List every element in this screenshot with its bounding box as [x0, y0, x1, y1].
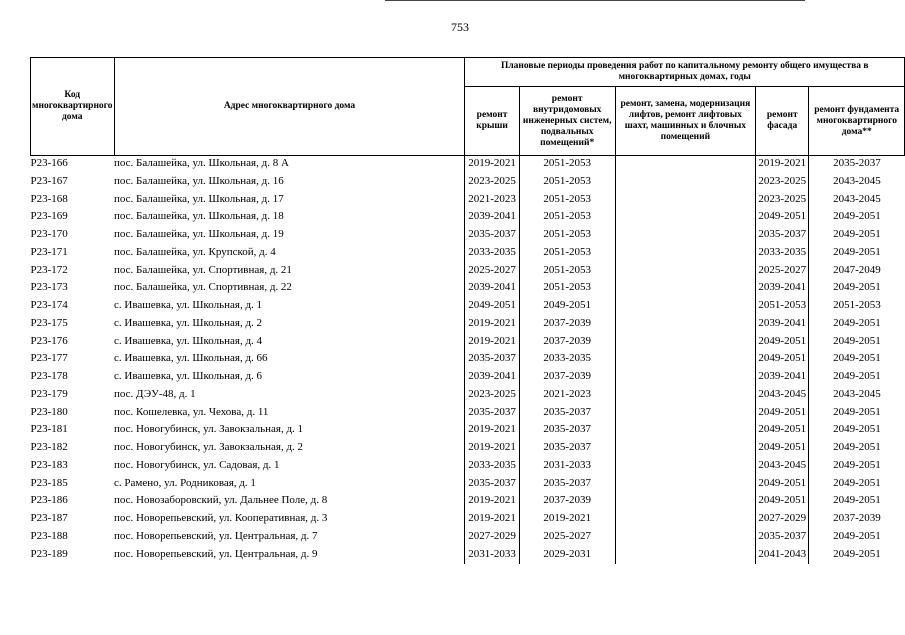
row-facade: 2023-2025: [756, 192, 809, 210]
table-header: [31, 58, 905, 156]
row-code: Р23-166: [30, 157, 68, 169]
row-address: с. Ивашевка, ул. Школьная, д. 6: [114, 369, 465, 387]
row-address: пос. Балашейка, ул. Школьная, д. 16: [114, 174, 465, 192]
row-systems: 2037-2039: [519, 316, 615, 334]
row-roof: 2023-2025: [465, 174, 519, 192]
row-lifts: [615, 369, 755, 387]
row-foundation: 2049-2051: [833, 352, 881, 365]
row-systems: 2037-2039: [519, 369, 615, 387]
row-systems: 2037-2039: [519, 334, 615, 352]
row-foundation: 2043-2045: [833, 192, 881, 205]
row-systems: 2021-2023: [519, 387, 615, 405]
row-address: с. Ивашевка, ул. Школьная, д. 66: [114, 351, 465, 369]
row-roof: 2035-2037: [465, 476, 519, 494]
header-roof: ремонт крыши: [465, 87, 519, 156]
row-code: Р23-170: [30, 228, 68, 240]
row-code: Р23-179: [30, 387, 68, 400]
row-facade: 2049-2051: [756, 493, 809, 511]
row-address: пос. Новорепьевский, ул. Центральная, д. 9: [114, 547, 465, 565]
row-facade: 2019-2021: [756, 156, 809, 174]
row-roof: 2019-2021: [465, 511, 519, 529]
row-foundation: 2043-2045: [833, 387, 881, 400]
row-roof: 2023-2025: [465, 387, 519, 405]
row-systems: 2033-2035: [519, 351, 615, 369]
row-foundation: 2049-2051: [833, 441, 881, 453]
table-row: [31, 263, 905, 281]
row-foundation: 2049-2051: [833, 476, 881, 489]
row-foundation: 2037-2039: [833, 512, 881, 524]
table-row: [31, 245, 905, 263]
row-foundation: 2049-2051: [833, 228, 881, 240]
row-lifts: [615, 192, 755, 210]
row-address: пос. Балашейка, ул. Школьная, д. 19: [114, 227, 465, 245]
row-foundation: 2049-2051: [833, 210, 881, 223]
row-systems: 2031-2033: [519, 458, 615, 476]
table-row: [31, 334, 905, 352]
row-foundation: 2047-2049: [833, 263, 881, 276]
row-foundation: 2049-2051: [833, 529, 881, 542]
row-foundation: 2049-2051: [833, 405, 881, 418]
row-code: Р23-171: [30, 245, 68, 258]
row-systems: 2051-2053: [519, 209, 615, 227]
row-foundation: 2049-2051: [833, 547, 881, 560]
row-roof: 2027-2029: [465, 529, 519, 547]
row-lifts: [615, 209, 755, 227]
row-roof: 2039-2041: [465, 280, 519, 298]
row-address: пос. Балашейка, ул. Крупской, д. 4: [114, 245, 465, 263]
table-row: [31, 351, 905, 369]
table-row: [31, 192, 905, 210]
row-facade: 2049-2051: [756, 405, 809, 423]
row-address: пос. Балашейка, ул. Спортивная, д. 21: [114, 263, 465, 281]
row-code: Р23-168: [30, 192, 68, 205]
row-facade: 2023-2025: [756, 174, 809, 192]
row-systems: 2051-2053: [519, 174, 615, 192]
row-foundation: 2049-2051: [833, 334, 881, 347]
row-facade: 2033-2035: [756, 245, 809, 263]
row-roof: 2019-2021: [465, 493, 519, 511]
row-roof: 2019-2021: [465, 334, 519, 352]
row-roof: 2033-2035: [465, 458, 519, 476]
row-roof: 2035-2037: [465, 351, 519, 369]
row-lifts: [615, 387, 755, 405]
row-lifts: [615, 227, 755, 245]
row-address: с. Ивашевка, ул. Школьная, д. 1: [114, 298, 465, 316]
row-facade: 2043-2045: [756, 387, 809, 405]
row-address: с. Рамено, ул. Родниковая, д. 1: [114, 476, 465, 494]
row-code: Р23-175: [30, 316, 68, 329]
row-address: пос. Новогубинск, ул. Завокзальная, д. 2: [114, 440, 465, 458]
table-row: [31, 547, 905, 565]
row-foundation: 2043-2045: [833, 174, 881, 187]
table-row: [31, 316, 905, 334]
header-facade: ремонт фасада: [756, 87, 809, 156]
table-row: [31, 440, 905, 458]
row-lifts: [615, 280, 755, 298]
row-code: Р23-186: [30, 494, 68, 507]
top-rule: [385, 0, 805, 1]
row-address: пос. Балашейка, ул. Школьная, д. 17: [114, 192, 465, 210]
row-foundation: 2049-2051: [833, 423, 881, 436]
row-address: пос. Новорепьевский, ул. Кооперативная, д. 3: [114, 511, 465, 529]
row-lifts: [615, 547, 755, 565]
table-row: [31, 209, 905, 227]
table-row: [31, 422, 905, 440]
table-row: [31, 511, 905, 529]
row-systems: 2051-2053: [519, 192, 615, 210]
row-facade: 2035-2037: [756, 529, 809, 547]
row-lifts: [615, 351, 755, 369]
row-address: пос. Новогубинск, ул. Завокзальная, д. 1: [114, 422, 465, 440]
row-lifts: [615, 529, 755, 547]
header-periods-group: Плановые периоды проведения работ по капитальному ремонту общего имущества в многоквартирных домах, годы: [465, 58, 905, 87]
header-address: Адрес многоквартирного дома: [114, 58, 465, 156]
row-facade: 2049-2051: [756, 351, 809, 369]
row-roof: 2019-2021: [465, 440, 519, 458]
row-foundation: 2051-2053: [833, 299, 881, 311]
table-row: [31, 227, 905, 245]
row-code: Р23-167: [30, 174, 68, 187]
row-foundation: 2049-2051: [833, 281, 881, 294]
row-address: с. Ивашевка, ул. Школьная, д. 4: [114, 334, 465, 352]
row-address: пос. Балашейка, ул. Школьная, д. 18: [114, 209, 465, 227]
row-facade: 2049-2051: [756, 422, 809, 440]
row-lifts: [615, 476, 755, 494]
row-code: Р23-172: [30, 263, 68, 276]
row-address: пос. Новогубинск, ул. Садовая, д. 1: [114, 458, 465, 476]
header-foundation: ремонт фундамента многоквартирного дома**: [809, 87, 905, 156]
row-facade: 2049-2051: [756, 440, 809, 458]
row-systems: 2049-2051: [519, 298, 615, 316]
row-systems: 2029-2031: [519, 547, 615, 565]
page-number: 753: [451, 20, 469, 34]
row-lifts: [615, 405, 755, 423]
header-code: Код многоквартирного дома: [31, 58, 115, 156]
row-lifts: [615, 422, 755, 440]
row-code: Р23-177: [30, 352, 68, 365]
row-lifts: [615, 298, 755, 316]
row-roof: 2049-2051: [465, 298, 519, 316]
row-address: пос. Балашейка, ул. Спортивная, д. 22: [114, 280, 465, 298]
row-facade: 2041-2043: [756, 547, 809, 565]
row-foundation: 2049-2051: [833, 458, 881, 471]
row-foundation: 2049-2051: [833, 494, 881, 507]
table-row: [31, 280, 905, 298]
row-systems: 2051-2053: [519, 156, 615, 174]
row-lifts: [615, 334, 755, 352]
row-foundation: 2049-2051: [833, 370, 881, 382]
row-address: пос. ДЭУ-48, д. 1: [114, 387, 465, 405]
row-address: пос. Новозаборовский, ул. Дальнее Поле, д. 8: [114, 493, 465, 511]
header-systems: ремонт внутридомовых инженерных систем, подвальных помещений*: [519, 87, 615, 156]
table-row: [31, 458, 905, 476]
row-code: Р23-188: [30, 529, 68, 542]
table-row: [31, 298, 905, 316]
row-roof: 2033-2035: [465, 245, 519, 263]
row-code: Р23-174: [30, 299, 68, 311]
row-lifts: [615, 511, 755, 529]
row-systems: 2035-2037: [519, 405, 615, 423]
row-address: с. Ивашевка, ул. Школьная, д. 2: [114, 316, 465, 334]
row-address: пос. Кошелевка, ул. Чехова, д. 11: [114, 405, 465, 423]
row-foundation: 2049-2051: [833, 316, 881, 329]
table-row: [31, 369, 905, 387]
row-roof: 2035-2037: [465, 405, 519, 423]
row-lifts: [615, 263, 755, 281]
row-facade: 2027-2029: [756, 511, 809, 529]
row-foundation: 2035-2037: [833, 157, 881, 169]
row-lifts: [615, 245, 755, 263]
row-code: Р23-178: [30, 370, 68, 382]
row-systems: 2051-2053: [519, 245, 615, 263]
row-facade: 2049-2051: [756, 476, 809, 494]
row-roof: 2035-2037: [465, 227, 519, 245]
row-code: Р23-189: [30, 547, 68, 560]
row-address: пос. Новорепьевский, ул. Центральная, д. 7: [114, 529, 465, 547]
row-code: Р23-173: [30, 281, 68, 294]
row-systems: 2035-2037: [519, 476, 615, 494]
row-code: Р23-183: [30, 458, 68, 471]
row-systems: 2035-2037: [519, 422, 615, 440]
row-systems: 2025-2027: [519, 529, 615, 547]
header-lifts: ремонт, замена, модернизация лифтов, ремонт лифтовых шахт, машинных и блочных помещений: [615, 87, 755, 156]
row-systems: 2035-2037: [519, 440, 615, 458]
row-lifts: [615, 156, 755, 174]
row-systems: 2051-2053: [519, 263, 615, 281]
row-roof: 2039-2041: [465, 209, 519, 227]
row-systems: 2051-2053: [519, 280, 615, 298]
table-row: [31, 405, 905, 423]
row-facade: 2025-2027: [756, 263, 809, 281]
row-address: пос. Балашейка, ул. Школьная, д. 8 А: [114, 156, 465, 174]
table-row: [31, 387, 905, 405]
row-code: Р23-176: [30, 334, 68, 347]
table-row: [31, 174, 905, 192]
row-code: Р23-181: [30, 423, 68, 436]
row-facade: 2039-2041: [756, 316, 809, 334]
row-lifts: [615, 440, 755, 458]
table-body: [31, 156, 905, 565]
row-facade: 2051-2053: [756, 298, 809, 316]
row-roof: 2021-2023: [465, 192, 519, 210]
table-row: [31, 476, 905, 494]
row-facade: 2035-2037: [756, 227, 809, 245]
row-systems: 2037-2039: [519, 493, 615, 511]
row-systems: 2019-2021: [519, 511, 615, 529]
row-code: Р23-180: [30, 405, 68, 418]
row-roof: 2019-2021: [465, 422, 519, 440]
row-facade: 2049-2051: [756, 334, 809, 352]
table-row: [31, 529, 905, 547]
row-roof: 2031-2033: [465, 547, 519, 565]
row-roof: 2025-2027: [465, 263, 519, 281]
row-systems: 2051-2053: [519, 227, 615, 245]
row-roof: 2039-2041: [465, 369, 519, 387]
row-roof: 2019-2021: [465, 316, 519, 334]
row-lifts: [615, 493, 755, 511]
row-facade: 2049-2051: [756, 209, 809, 227]
row-code: Р23-169: [30, 210, 68, 223]
row-facade: 2039-2041: [756, 369, 809, 387]
row-roof: 2019-2021: [465, 156, 519, 174]
row-foundation: 2049-2051: [833, 245, 881, 258]
row-facade: 2043-2045: [756, 458, 809, 476]
table-row: [31, 493, 905, 511]
table-row: [31, 156, 905, 174]
row-lifts: [615, 316, 755, 334]
row-code: Р23-182: [30, 441, 68, 453]
row-facade: 2039-2041: [756, 280, 809, 298]
row-code: Р23-185: [30, 476, 68, 489]
row-code: Р23-187: [30, 512, 68, 524]
repair-schedule-table: [30, 57, 905, 564]
row-lifts: [615, 458, 755, 476]
row-lifts: [615, 174, 755, 192]
